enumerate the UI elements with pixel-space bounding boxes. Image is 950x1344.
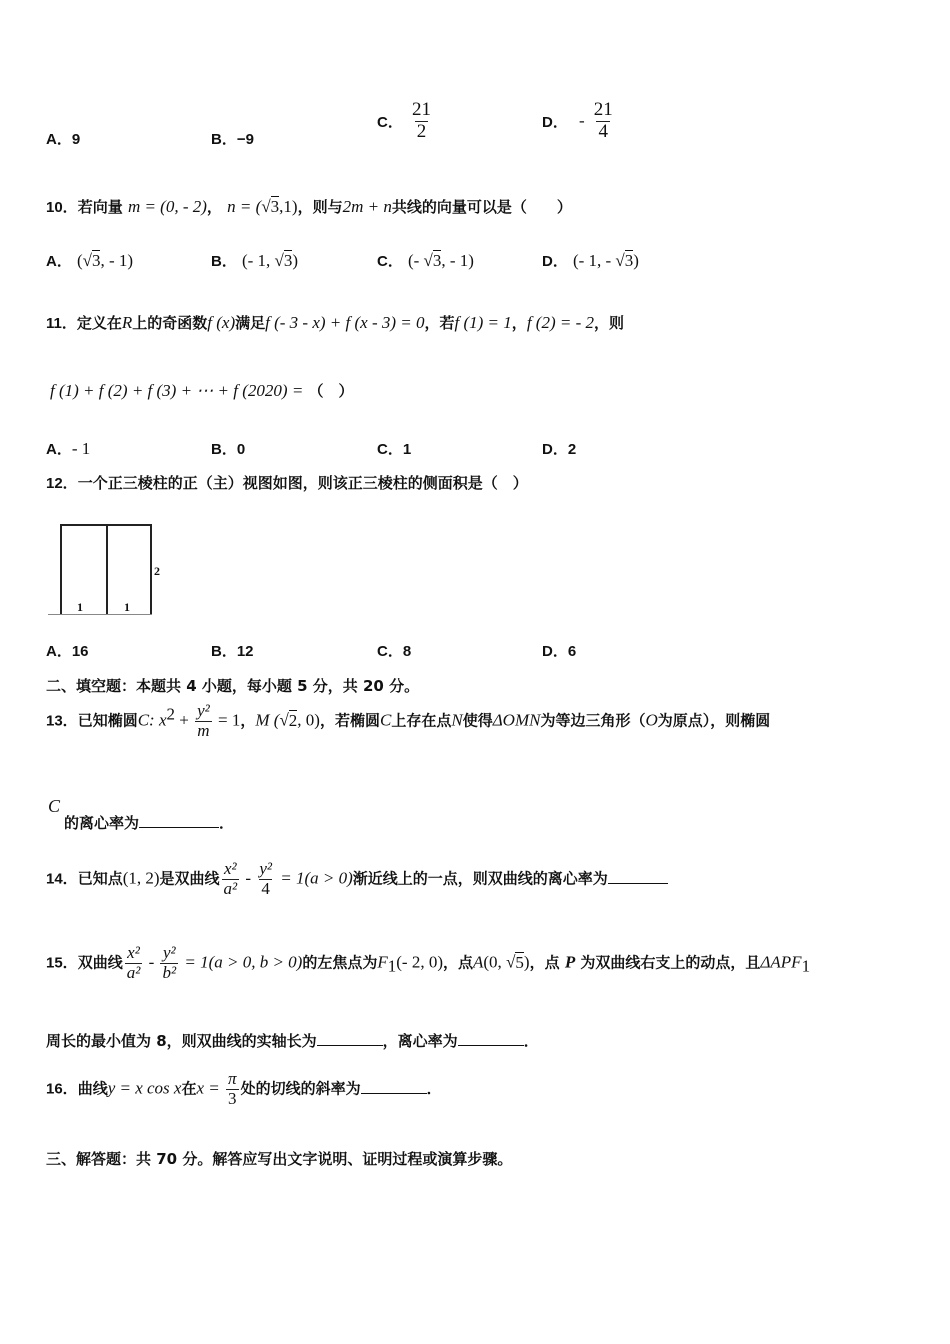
math-equation: = 1(a > 0) [275, 868, 353, 888]
question-number: 10． [46, 199, 78, 216]
question-number: 12． [46, 475, 78, 492]
math-point: , 0) [297, 710, 320, 730]
question-number: 16． [46, 1080, 78, 1098]
math-root: 3 [624, 251, 634, 270]
stem-text: 若向量 [77, 198, 123, 216]
option-value: - 1 [71, 439, 91, 458]
stem-text: ． [523, 1032, 539, 1050]
fraction [160, 944, 178, 982]
fraction [222, 860, 240, 898]
stem-text: ， [206, 198, 222, 216]
option-label: A． [46, 253, 72, 270]
option-label: D． [542, 113, 568, 131]
q13-symbol-c: C [48, 796, 61, 816]
option-label: C． [377, 441, 403, 458]
math-symbol: A [473, 952, 484, 972]
math-symbol: C [137, 710, 150, 730]
q12-front-view-figure [44, 518, 174, 618]
stem-text: 是双曲线 [159, 869, 220, 888]
stem-text: ，若椭圆 [319, 711, 380, 730]
math-operator: + [175, 710, 194, 730]
fraction [195, 702, 212, 740]
option-math: (- [407, 251, 424, 270]
option-value: 2 [567, 441, 577, 458]
stem-text: 为原点），则椭圆 [657, 711, 771, 730]
answer-blank[interactable] [317, 1031, 383, 1046]
stem-text: 定义在 [76, 314, 122, 332]
stem-text: 双曲线 [77, 953, 123, 972]
denominator: a² [223, 878, 238, 898]
option-value: 8 [402, 643, 412, 660]
stem-text: 使得 [462, 711, 493, 730]
math-root: 5 [515, 952, 524, 972]
stem-text: 处的切线的斜率为 [240, 1079, 361, 1098]
stem-text: ． [219, 814, 235, 832]
option-label: B． [211, 643, 237, 660]
q10-option-c: C． (- √3, - 1) [377, 251, 474, 270]
option-value: 12 [236, 643, 254, 660]
math-sum: f (1) + f (2) + f (3) + ⋯ + f (2020) = [50, 381, 304, 400]
math-vector-m: m = (0, - 2) [127, 197, 207, 216]
denominator: 4 [598, 120, 608, 142]
math-equation: = 1 [213, 710, 241, 730]
math-operator: - [144, 952, 159, 972]
denominator: 4 [261, 878, 270, 898]
math-symbol: C [379, 710, 392, 730]
math-value: f (1) = 1 [454, 313, 512, 332]
option-label: C． [377, 253, 403, 270]
q10-option-d: D． (- 1, - √3) [542, 251, 639, 270]
q16-stem [46, 1070, 442, 1108]
stem-text: 的左焦点为 [302, 953, 378, 972]
option-label: B． [211, 253, 237, 270]
q13-stem: 13．已知椭圆C: $x^2$ + $\frac{\text{y²}}{m}$ = 1，M (√2, 0)，若椭圆C上存在点N使得ΔOMN为等边三角形（O为原点），则椭圆 [46, 701, 771, 740]
option-label: D． [542, 643, 568, 660]
math-vector-n: n = ( [227, 197, 262, 216]
option-label: B． [211, 131, 237, 148]
stem-text: 的离心率为 [64, 814, 140, 832]
q10-option-a: A． (√3, - 1) [46, 251, 134, 270]
q12-option-d [542, 640, 576, 661]
stem-text: ，则 [594, 314, 625, 332]
answer-blank[interactable] [458, 1031, 524, 1046]
stem-text: ，离心率为 [382, 1032, 458, 1050]
q10-stem: 10．若向量 m = (0, - 2)， n = (√3,1)，则与2m + n共线的向量可以是（ ） [46, 197, 572, 216]
stem-text: 上的奇函数 [132, 314, 208, 332]
math-root: 3 [270, 197, 280, 216]
q10-option-b: B． (- 1, √3) [211, 251, 299, 270]
question-number: 13． [46, 712, 78, 730]
math-triangle: ΔAPF [760, 952, 802, 972]
option-math: ) [633, 251, 639, 270]
q11-option-d [542, 438, 576, 459]
option-value: 0 [236, 441, 246, 458]
q12-stem [46, 472, 528, 493]
q15-stem: 15．双曲线 $\frac{\text{x²}}{\text{a²}}$ - $\frac{\text{y²}}{\text{b²}}$ = 1(a > 0, b > 0)的左焦点为$F_1(-$ 2, 0)，点A(0, √5)，点 P 为双曲线右支上的动点，且$\Delta APF_1$ [46, 943, 811, 982]
math-triangle: ΔOMN [492, 710, 541, 730]
q12-option-b [211, 640, 254, 661]
fraction [125, 944, 143, 982]
option-value: 6 [567, 643, 577, 660]
stem-text: 已知点 [77, 869, 123, 888]
q11-option-c [377, 438, 411, 459]
stem-text: 曲线 [77, 1079, 108, 1098]
q14-stem [46, 860, 668, 898]
figure-label-width-left: 1 [77, 600, 83, 614]
q9-option-c [377, 100, 435, 143]
fraction [410, 100, 433, 143]
stem-text: ， [511, 314, 527, 332]
math-point: M ( [255, 710, 280, 730]
math-subscript: 1 [801, 956, 811, 976]
q11-stem [46, 312, 624, 333]
stem-text: 一个正三棱柱的正（主）视图如图，则该正三棱柱的侧面积是（ ） [77, 474, 528, 492]
question-number: 11． [46, 315, 77, 332]
math-condition: f (- 3 - x) + f (x - 3) = 0 [265, 313, 425, 332]
numerator: 21 [593, 99, 613, 120]
numerator: y² [259, 859, 272, 878]
answer-blank[interactable] [139, 813, 219, 828]
stem-text: ， [240, 711, 256, 730]
minus-sign: - [578, 111, 585, 131]
stem-text: 为双曲线右支上的动点，且 [575, 953, 761, 972]
option-label: A． [46, 131, 72, 148]
section-2-heading: 二、填空题：本题共 4 小题，每小题 5 分，共 20 分。 [46, 677, 420, 695]
numerator: x² [127, 943, 140, 962]
answer-blank[interactable] [361, 1079, 427, 1094]
question-number: 15． [46, 954, 78, 972]
stem-text: 上存在点 [391, 711, 452, 730]
option-value: 16 [71, 643, 89, 660]
math-root: 3 [432, 251, 442, 270]
math-point: (- 2, 0) [396, 952, 443, 972]
option-label: D． [542, 441, 568, 458]
math-point: ) [523, 952, 530, 972]
math-root: 3 [283, 251, 293, 270]
math-operator: - [241, 868, 256, 888]
answer-blank[interactable] [608, 869, 668, 884]
option-math: ( [76, 251, 83, 270]
option-math: (- 1, - [572, 251, 616, 270]
math-exponent: 2 [166, 704, 176, 724]
stem-text: ，则与 [297, 198, 343, 216]
stem-text: ． [426, 1079, 442, 1098]
numerator: y² [197, 701, 210, 720]
q12-option-a [46, 640, 89, 661]
q15-stem-cont [46, 1030, 539, 1051]
fraction [257, 860, 274, 898]
option-value: 9 [71, 131, 81, 148]
figure-label-width-right: 1 [124, 600, 130, 614]
q9-option-b [211, 128, 254, 149]
math-subscript: 1 [387, 956, 397, 976]
stem-text: 满足 [235, 314, 266, 332]
stem-text: 在 [181, 1079, 197, 1098]
numerator: 21 [411, 99, 431, 120]
option-math: , - 1) [441, 251, 474, 270]
stem-text: ，若 [424, 314, 455, 332]
math-symbol: O [645, 710, 658, 730]
denominator: a² [126, 962, 141, 982]
math-curve: y = x cos x [107, 1078, 182, 1098]
math-symbol: P [564, 952, 576, 972]
numerator: y² [162, 943, 176, 962]
q13-stem-cont [64, 812, 234, 833]
numerator: π [228, 1069, 237, 1088]
math-value: f (2) = - 2 [526, 313, 594, 332]
q9-option-a [46, 128, 80, 149]
math-symbol: R [121, 313, 133, 332]
stem-text: ，点 [442, 953, 473, 972]
math-point: (0, [483, 952, 507, 972]
stem-text: 共线的向量可以是（ ） [391, 198, 572, 216]
denominator: 2 [416, 120, 427, 142]
math-symbol: F [377, 952, 388, 972]
option-value: 1 [402, 441, 412, 458]
numerator: x² [224, 859, 237, 878]
math-root: 3 [91, 251, 101, 270]
math-expression: 2m + n [342, 197, 392, 216]
question-number: 14． [46, 870, 78, 888]
figure-label-height: 2 [154, 564, 160, 578]
q12-option-c [377, 640, 411, 661]
math-equation: : x [149, 710, 167, 730]
math-equation: x = [196, 1078, 225, 1098]
denominator: b² [162, 962, 177, 982]
fraction [226, 1070, 239, 1108]
fraction [592, 100, 615, 143]
math-point: (1, 2) [122, 868, 160, 888]
stem-text: ，点 [529, 953, 565, 972]
math-equation: = 1(a > 0, b > 0) [180, 952, 303, 972]
option-label: C． [377, 113, 403, 131]
stem-text: 为等边三角形（ [540, 711, 646, 730]
option-math: , - 1) [100, 251, 134, 270]
stem-text: 已知椭圆 [77, 711, 138, 730]
option-label: A． [46, 441, 72, 458]
math-symbol: N [451, 710, 463, 730]
q11-option-a [46, 438, 90, 459]
q9-option-d [542, 100, 617, 143]
option-value: −9 [236, 131, 254, 148]
option-math: (- 1, [241, 251, 275, 270]
answer-paren: （ ） [308, 382, 354, 400]
q11-option-b [211, 438, 245, 459]
option-label: B． [211, 441, 237, 458]
q11-sum-line [50, 380, 354, 401]
denominator: m [197, 720, 210, 740]
math-vector-n-tail: ,1) [279, 197, 298, 216]
option-label: C． [377, 643, 403, 660]
math-function: f (x) [207, 313, 236, 332]
option-math: ) [292, 251, 299, 270]
option-label: D． [542, 253, 568, 270]
math-root: 2 [288, 710, 298, 730]
stem-text: 周长的最小值为 8，则双曲线的实轴长为 [46, 1032, 317, 1050]
option-label: A． [46, 643, 72, 660]
stem-text: 渐近线上的一点，则双曲线的离心率为 [352, 869, 608, 888]
section-3-heading: 三、解答题：共 70 分。解答应写出文字说明、证明过程或演算步骤。 [46, 1150, 513, 1168]
denominator: 3 [228, 1088, 237, 1108]
